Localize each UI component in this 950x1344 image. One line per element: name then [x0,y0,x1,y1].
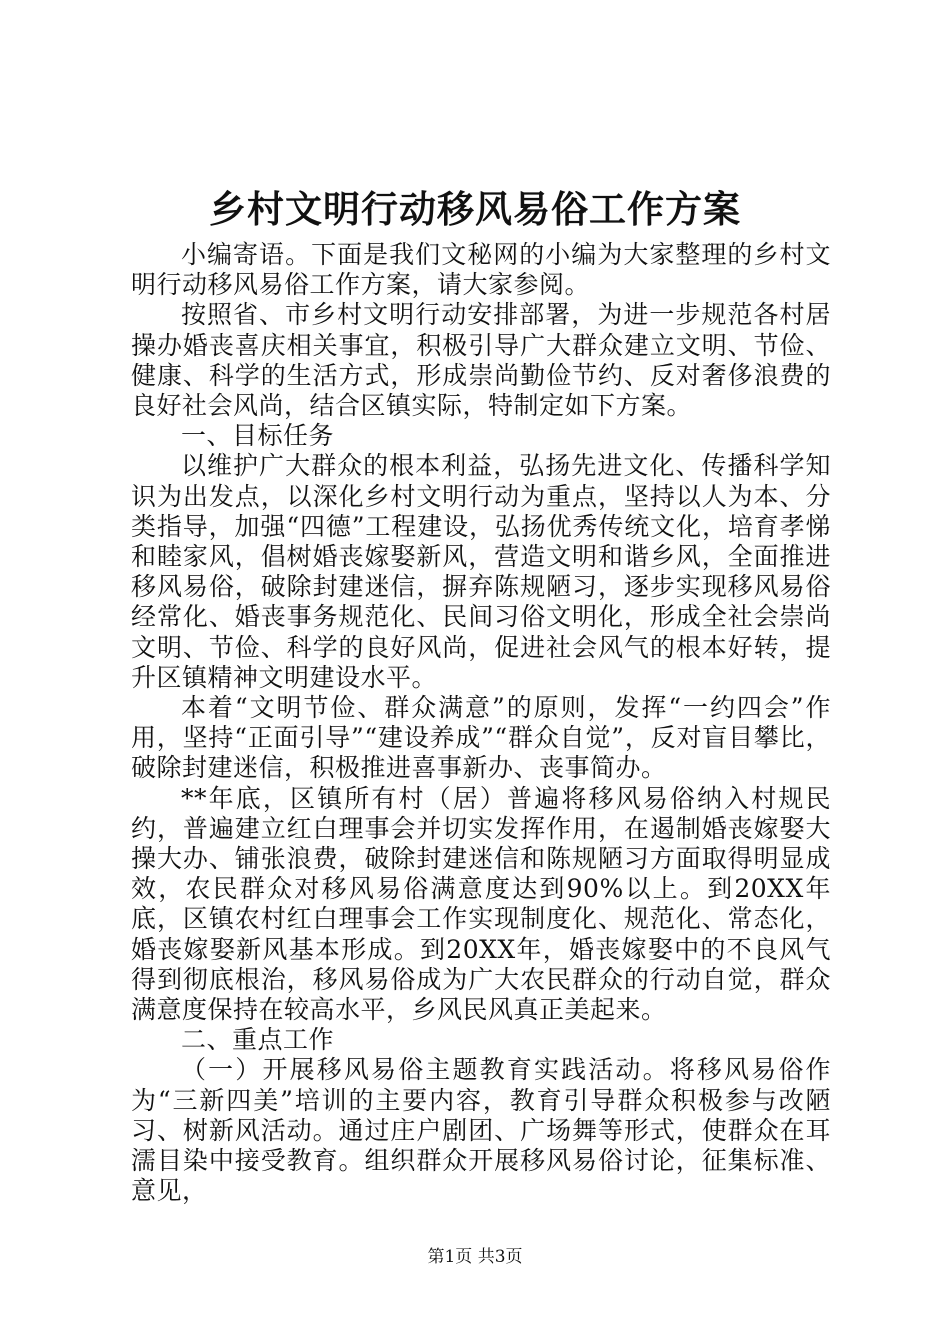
section-heading-goals: 一、目标任务 [181,421,335,451]
paragraph-purpose: 按照省、市乡村文明行动安排部署，为进一步规范各村居操办婚丧喜庆相关事宜，积极引导广大群众建立文明、节俭、健康、科学的生活方式，形成崇尚勤俭节约、反对奢侈浪费的良好社会风尚，结合区镇实际，特制定如下方案。 [131,300,831,421]
paragraph-goals: 以维护广大群众的根本利益，弘扬先进文化、传播科学知识为出发点，以深化乡村文明行动为重点，坚持以人为本、分类指导，加强“四德”工程建设，弘扬优秀传统文化，培育孝悌和睦家风，倡树婚丧嫁娶新风，营造文明和谐乡风，全面推进移风易俗，破除封建迷信，摒弃陈规陋习，逐步实现移风易俗经常化、婚丧事务规范化、民间习俗文明化，形成全社会崇尚文明、节俭、科学的良好风尚，促进社会风气的根本好转，提升区镇精神文明建设水平。 [131,451,831,692]
document-title: 乡村文明行动移风易俗工作方案 [209,187,741,231]
paragraph-intro: 小编寄语。下面是我们文秘网的小编为大家整理的乡村文明行动移风易俗工作方案，请大家参阅。 [131,240,831,300]
paragraph-targets: **年底，区镇所有村（居）普遍将移风易俗纳入村规民约，普遍建立红白理事会并切实发挥作用，在遏制婚丧嫁娶大操大办、铺张浪费，破除封建迷信和陈规陋习方面取得明显成效，农民群众对移风易俗满意度达到90%以上。到20XX年底，区镇农村红白理事会工作实现制度化、规范化、常态化，婚丧嫁娶新风基本形成。到20XX年，婚丧嫁娶中的不良风气得到彻底根治，移风易俗成为广大农民群众的行动自觉，群众满意度保持在较高水平，乡风民风真正美起来。 [131,783,831,1025]
paragraph-principles: 本着“文明节俭、群众满意”的原则，发挥“一约四会”作用，坚持“正面引导”“建设养成”“群众自觉”，反对盲目攀比，破除封建迷信，积极推进喜事新办、丧事简办。 [131,693,831,783]
document-body [131,240,831,1207]
paragraph-key-work-1: （一）开展移风易俗主题教育实践活动。将移风易俗作为“三新四美”培训的主要内容，教育引导群众积极参与改陋习、树新风活动。通过庄户剧团、广场舞等形式，使群众在耳濡目染中接受教育。组织群众开展移风易俗讨论，征集标准、意见， [131,1055,831,1206]
page-number-footer: 第1页 共3页 [427,1247,523,1267]
section-heading-key-work: 二、重点工作 [181,1025,335,1055]
